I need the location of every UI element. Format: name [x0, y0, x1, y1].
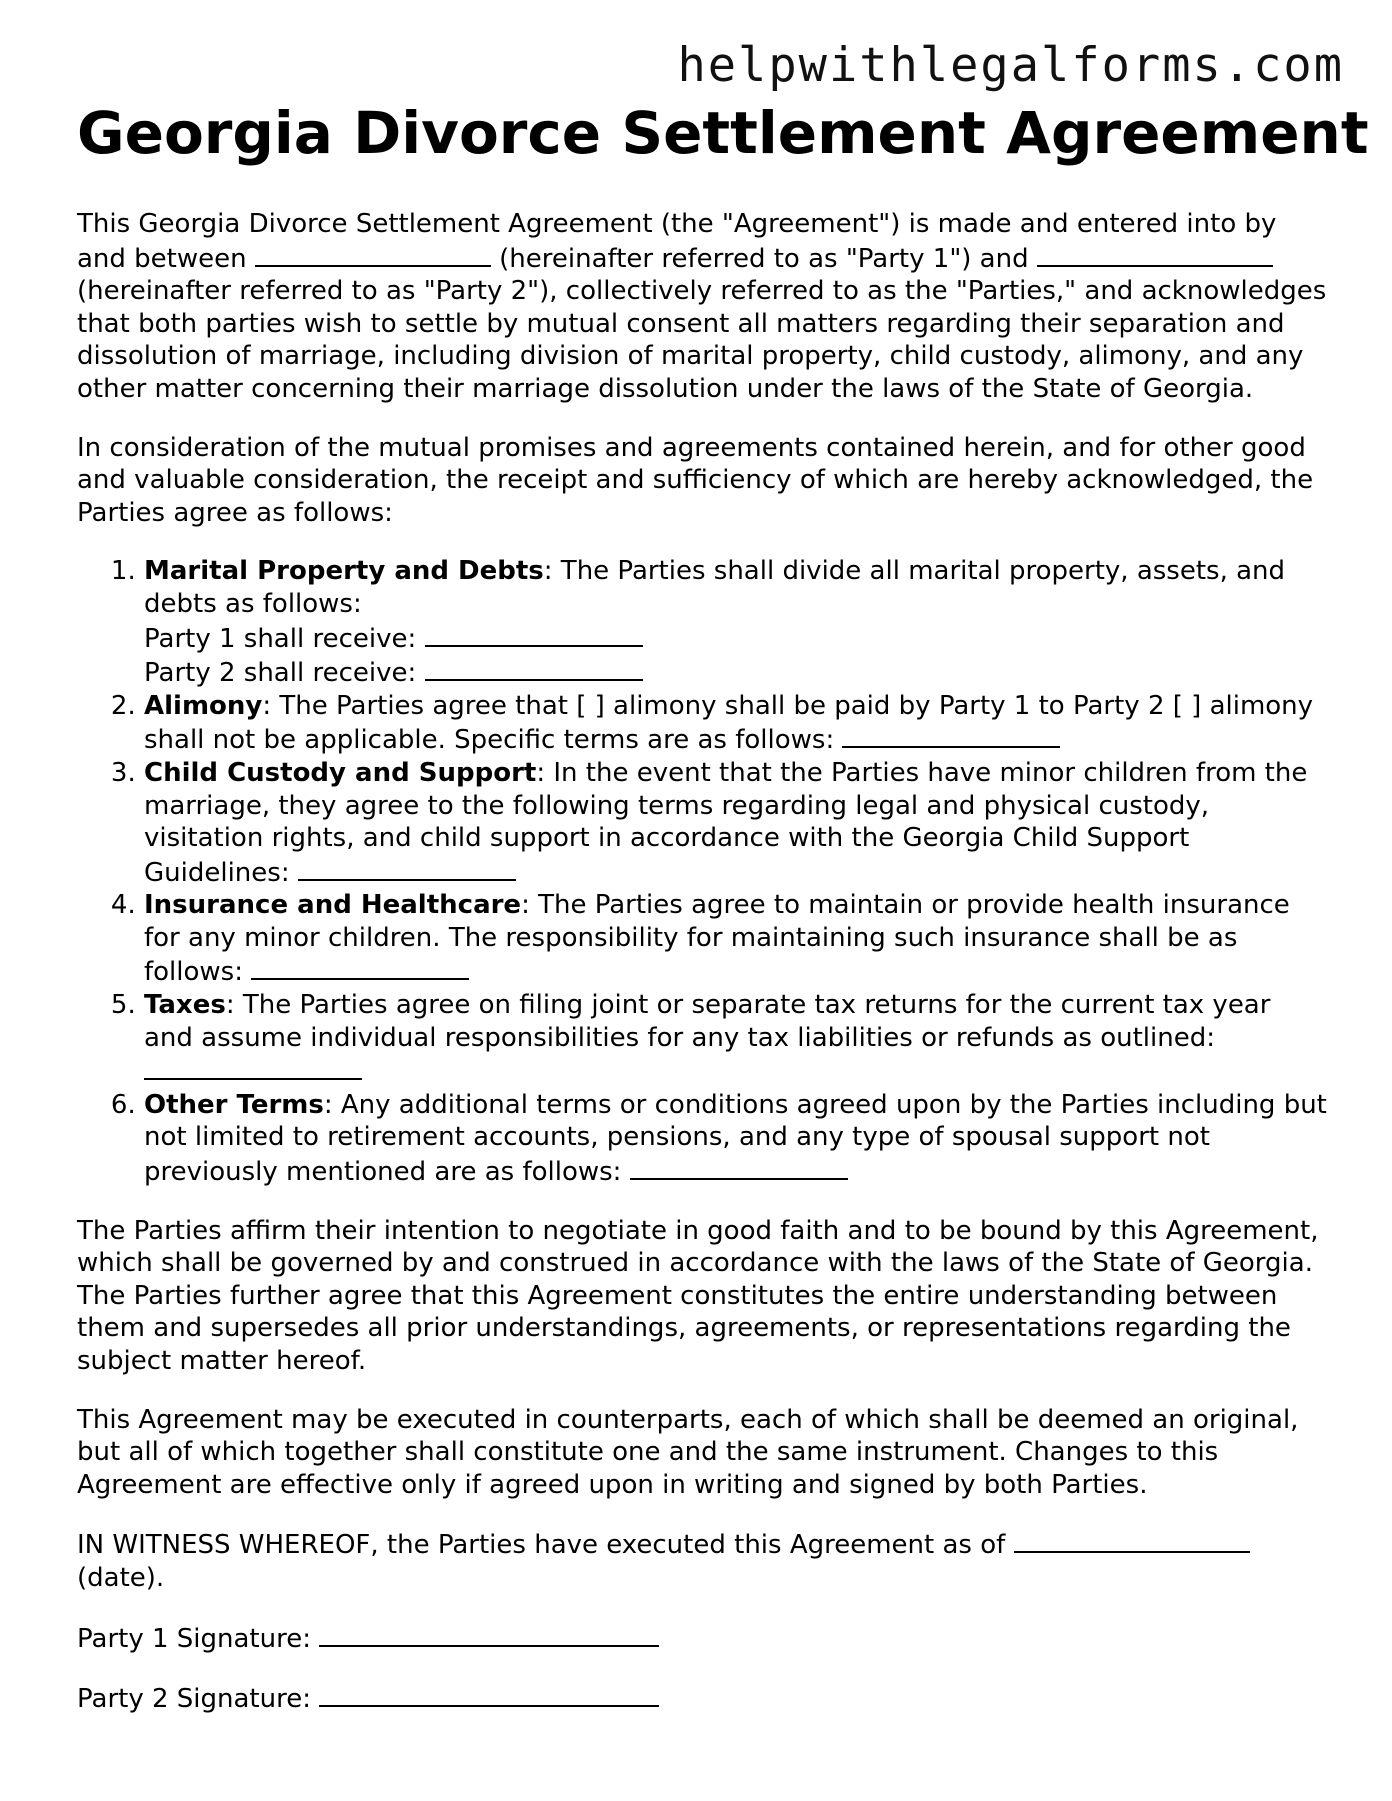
party2-receive-label: Party 2 shall receive: [144, 658, 425, 689]
counterparts-paragraph: This Agreement may be executed in counterparts, each of which shall be deemed an original, but all of which together shall constitute one and the same instrument. Changes to this Agreement are effective only if agreed upon in writing and signed by both Parties. [77, 1404, 1299, 1500]
term-text: : In the event that the Parties have minor children from the marriage, they agree to the following terms regarding legal and physical custody, visitation rights, and child support in accordance with the Georgia Child Support Guidelines: [144, 757, 1308, 888]
party2-receive-blank[interactable] [425, 655, 643, 681]
list-item-taxes [144, 989, 1327, 1089]
document-page [77, 98, 1369, 1742]
other-terms-blank[interactable] [630, 1154, 848, 1180]
term-text: : The Parties agree to maintain or provide health insurance for any minor children. The responsibility for maintaining such insurance shall be as follows: [144, 890, 1290, 988]
term-heading: Child Custody and Support [144, 757, 537, 788]
list-item-insurance [144, 889, 1327, 989]
party2-name-blank[interactable] [1037, 241, 1273, 267]
witness-paragraph [77, 1527, 1327, 1594]
party1-name-blank[interactable] [255, 241, 491, 267]
party2-signature-label: Party 2 Signature: [77, 1684, 320, 1715]
custody-terms-blank[interactable] [298, 855, 516, 881]
party1-receive-line [144, 621, 1327, 656]
list-item-other-terms [144, 1089, 1327, 1189]
party2-signature-blank[interactable] [319, 1681, 659, 1707]
terms-list [77, 555, 1327, 1188]
term-text: : The Parties agree that [ ] alimony shall be paid by Party 1 to Party 2 [ ] alimony shall not be applicable. Specific terms are as follows: [144, 690, 1314, 756]
list-item-child-custody [144, 757, 1327, 889]
term-text: : The Parties shall divide all marital property, assets, and debts as follows: [144, 556, 1286, 619]
term-heading: Insurance and Healthcare [144, 890, 522, 921]
witness-date-blank[interactable] [1014, 1527, 1250, 1553]
intro-text-2: (hereinafter referred to as "Party 1") and [490, 243, 1037, 274]
intro-text-1: This Georgia Divorce Settlement Agreement (the "Agreement") is made and entered into by and between [77, 209, 1277, 274]
term-heading: Alimony [144, 690, 263, 721]
intro-text-3: (hereinafter referred to as "Party 2"), collectively referred to as the "Parties," and acknowledges that both parties wish to settle by mutual consent all matters regarding their separation and dissolution of marriage, including division of marital property, child custody, alimony, and any other matter concerning their marriage dissolution under the laws of the State of Georgia. [77, 276, 1327, 404]
consideration-paragraph: In consideration of the mutual promises and agreements contained herein, and for other good and valuable consideration, the receipt and sufficiency of which are hereby acknowledged, the Parties agree as follows: [77, 432, 1314, 528]
party1-receive-blank[interactable] [425, 621, 643, 647]
party1-receive-label: Party 1 shall receive: [144, 623, 425, 654]
term-text: : Any additional terms or conditions agreed upon by the Parties including but not limited to retirement accounts, pensions, and any type of spousal support not previously mentioned are as follows: [144, 1089, 1327, 1188]
party1-signature-line [77, 1621, 1327, 1656]
party1-signature-blank[interactable] [319, 1621, 659, 1647]
intro-paragraph [77, 208, 1327, 406]
list-item-marital-property [144, 555, 1327, 689]
list-item-alimony [144, 690, 1327, 757]
document-title: Georgia Divorce Settlement Agreement [77, 99, 1369, 167]
term-text: : The Parties agree on filing joint or separate tax returns for the current tax year and assume individual responsibilities for any tax liabilities or refunds as outlined: [144, 990, 1271, 1053]
party2-receive-line [144, 655, 1327, 690]
insurance-terms-blank[interactable] [251, 954, 469, 980]
term-heading: Marital Property and Debts [144, 556, 544, 587]
taxes-terms-blank[interactable] [144, 1054, 362, 1080]
witness-date-suffix: (date). [77, 1562, 165, 1593]
term-heading: Taxes [144, 990, 226, 1021]
alimony-terms-blank[interactable] [842, 722, 1060, 748]
party1-signature-label: Party 1 Signature: [77, 1623, 320, 1654]
affirm-paragraph: The Parties affirm their intention to negotiate in good faith and to be bound by this Agreement, which shall be governed by and construed in accordance with the laws of the State of Georgia. The Parties further agree that this Agreement constitutes the entire understanding between them and supersedes all prior understandings, agreements, or representations regarding the subject matter hereof. [77, 1215, 1319, 1376]
site-watermark: helpwithlegalforms.com [677, 38, 1344, 93]
term-heading: Other Terms [144, 1089, 324, 1120]
witness-text: IN WITNESS WHEREOF, the Parties have executed this Agreement as of [77, 1530, 1014, 1561]
party2-signature-line [77, 1681, 1327, 1716]
